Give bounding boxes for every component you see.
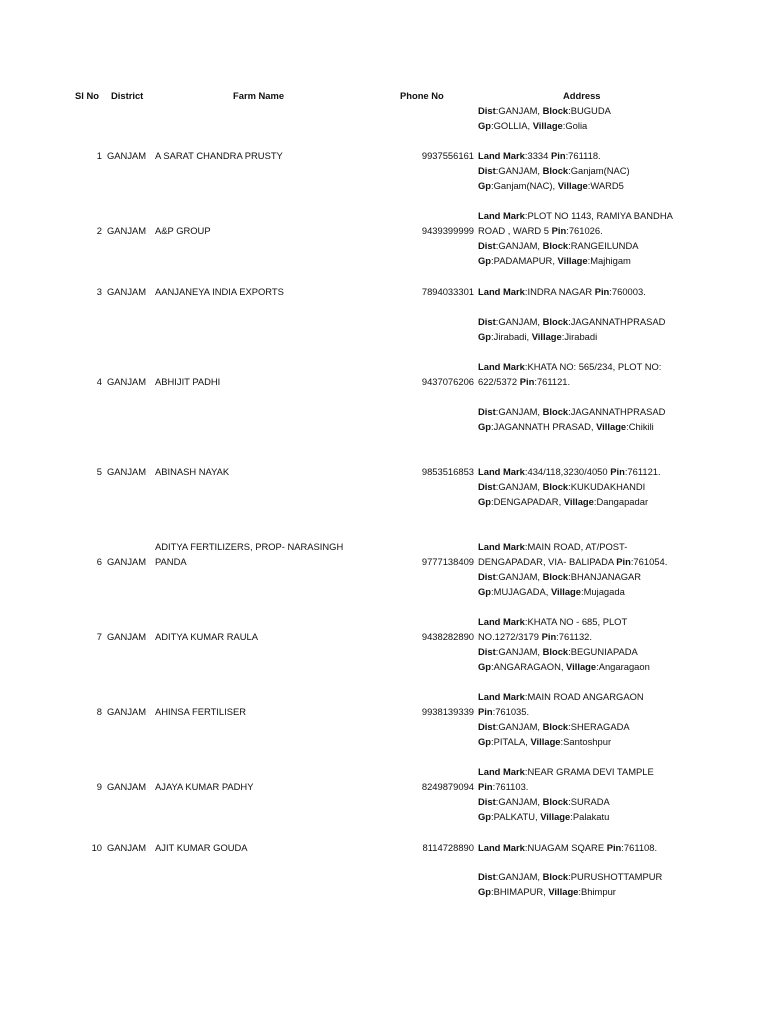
- block-value: :RANGEILUNDA: [568, 240, 639, 251]
- farm-name-cell: AJAYA KUMAR PADHY: [155, 781, 254, 792]
- header-district: District: [111, 90, 144, 101]
- dist-label: Dist: [478, 406, 496, 417]
- dist-label: Dist: [478, 240, 496, 251]
- village-label: Village: [530, 736, 561, 747]
- gp-label: Gp: [478, 496, 492, 507]
- dist-label: Dist: [478, 571, 496, 582]
- address-gp-line: [478, 253, 631, 268]
- gp-value: :MUJAGADA,: [491, 586, 551, 597]
- land-mark-label: Land Mark: [478, 361, 525, 372]
- block-label: Block: [542, 646, 569, 657]
- address-dist-line: [478, 869, 662, 884]
- block-label: Block: [542, 796, 569, 807]
- sl-no-cell: 1: [96, 150, 102, 161]
- district-cell: GANJAM: [107, 706, 147, 717]
- village-value: :Santoshpur: [560, 736, 612, 747]
- farm-name-cell: AHINSA FERTILISER: [155, 706, 246, 717]
- block-label: Block: [542, 240, 569, 251]
- gp-value: :PALKATU,: [491, 811, 541, 822]
- dist-value: :GANJAM,: [495, 105, 543, 116]
- block-value: :SHERAGADA: [568, 721, 630, 732]
- block-label: Block: [542, 406, 569, 417]
- sl-no-cell: 7: [96, 631, 102, 642]
- sl-no-cell: 9: [96, 781, 102, 792]
- farm-name-cell: ADITYA FERTILIZERS, PROP- NARASINGH: [155, 541, 344, 552]
- address-dist-line: [478, 404, 665, 419]
- block-value: :PURUSHOTTAMPUR: [568, 871, 663, 882]
- village-value: :Palakatu: [570, 811, 610, 822]
- address-gp-line: [478, 659, 650, 674]
- sl-no-cell: 4: [96, 376, 102, 387]
- dist-label: Dist: [478, 105, 496, 116]
- farm-name-cell: A SARAT CHANDRA PRUSTY: [155, 150, 283, 161]
- phone-cell: 9853516853: [421, 466, 474, 477]
- district-cell: GANJAM: [107, 150, 147, 161]
- dist-label: Dist: [478, 481, 496, 492]
- village-label: Village: [548, 886, 579, 897]
- phone-cell: 8114728890: [422, 842, 474, 853]
- address-gp-line: [478, 584, 625, 599]
- address-dist-line: [478, 163, 630, 178]
- block-value: :SURADA: [568, 796, 610, 807]
- pin-label: Pin: [551, 225, 567, 236]
- pin-value: :761121.: [624, 466, 661, 477]
- address-gp-line: [478, 178, 624, 193]
- header-sl-no: Sl No: [75, 90, 99, 101]
- gp-value: :DENGAPADAR,: [491, 496, 564, 507]
- gp-label: Gp: [478, 886, 492, 897]
- village-label: Village: [557, 180, 588, 191]
- land-mark-value: NO.1272/3179: [478, 631, 542, 642]
- farm-name-cell: AJIT KUMAR GOUDA: [155, 842, 248, 853]
- pin-label: Pin: [606, 842, 622, 853]
- land-mark-value: :MAIN ROAD, AT/POST-: [524, 541, 628, 552]
- phone-cell: 9938139339: [421, 706, 474, 717]
- gp-value: :GOLLIA,: [491, 120, 533, 131]
- address-landmark-line: [478, 704, 529, 719]
- pin-label: Pin: [478, 706, 493, 717]
- pin-value: :761132.: [556, 631, 592, 642]
- village-label: Village: [532, 120, 563, 131]
- land-mark-value: :KHATA NO: 565/234, PLOT NO:: [524, 361, 662, 372]
- pin-label: Pin: [594, 286, 610, 297]
- land-mark-label: Land Mark: [478, 766, 525, 777]
- header-farm-name: Farm Name: [233, 90, 285, 101]
- dist-label: Dist: [478, 796, 496, 807]
- header-phone-no: Phone No: [400, 90, 444, 101]
- address-landmark-line: [478, 629, 592, 644]
- block-value: :KUKUDAKHANDI: [568, 481, 646, 492]
- pin-label: Pin: [478, 781, 493, 792]
- block-value: :JAGANNATHPRASAD: [568, 406, 666, 417]
- village-label: Village: [563, 496, 594, 507]
- gp-label: Gp: [478, 120, 492, 131]
- address-landmark-line: [478, 689, 644, 704]
- village-value: :Golia: [562, 120, 588, 131]
- land-mark-label: Land Mark: [478, 466, 525, 477]
- district-cell: GANJAM: [107, 286, 147, 297]
- village-label: Village: [550, 586, 581, 597]
- pin-value: :761026.: [566, 225, 603, 236]
- land-mark-label: Land Mark: [478, 691, 525, 702]
- village-label: Village: [566, 661, 597, 672]
- address-landmark-line: [478, 223, 603, 238]
- phone-cell: 9937556161: [421, 150, 474, 161]
- land-mark-value: :KHATA NO - 685, PLOT: [524, 616, 628, 627]
- address-gp-line: [478, 419, 654, 434]
- sl-no-cell: 10: [91, 842, 102, 853]
- address-landmark-line: [478, 764, 654, 779]
- pin-value: :761035.: [492, 706, 530, 717]
- sl-no-cell: 5: [96, 466, 102, 477]
- address-dist-line: [478, 794, 610, 809]
- address-landmark-line: [478, 464, 661, 479]
- phone-cell: 8249879094: [421, 781, 474, 792]
- land-mark-label: Land Mark: [478, 286, 525, 297]
- address-landmark-line: [478, 539, 627, 554]
- dist-label: Dist: [478, 721, 496, 732]
- land-mark-value: ROAD , WARD 5: [478, 225, 552, 236]
- land-mark-value: :NUAGAM SQARE: [524, 842, 607, 853]
- land-mark-value: :3334: [524, 150, 551, 161]
- gp-label: Gp: [478, 736, 492, 747]
- address-landmark-line: [478, 284, 646, 299]
- farm-name-cell: ABINASH NAYAK: [155, 466, 230, 477]
- gp-value: :Jirabadi,: [491, 331, 532, 342]
- block-value: :BHANJANAGAR: [568, 571, 642, 582]
- land-mark-label: Land Mark: [478, 150, 525, 161]
- gp-label: Gp: [478, 811, 492, 822]
- village-value: :WARD5: [587, 180, 624, 191]
- block-value: :JAGANNATHPRASAD: [568, 316, 666, 327]
- village-value: :Angaragaon: [596, 661, 650, 672]
- carryover-gp-line: [478, 118, 587, 133]
- address-dist-line: [478, 644, 638, 659]
- gp-label: Gp: [478, 586, 492, 597]
- address-dist-line: [478, 569, 641, 584]
- land-mark-label: Land Mark: [478, 210, 525, 221]
- gp-value: :PADAMAPUR,: [491, 255, 558, 266]
- dist-value: :GANJAM,: [495, 871, 543, 882]
- dist-value: :GANJAM,: [495, 571, 543, 582]
- land-mark-value: DENGAPADAR, VIA- BALIPADA: [478, 556, 617, 567]
- phone-cell: 9439399999: [421, 225, 474, 236]
- land-mark-label: Land Mark: [478, 541, 525, 552]
- farm-name-cell: ADITYA KUMAR RAULA: [155, 631, 258, 642]
- sl-no-cell: 2: [96, 225, 102, 236]
- district-cell: GANJAM: [107, 556, 147, 567]
- farm-name-cell: A&P GROUP: [155, 225, 211, 236]
- sl-no-cell: 6: [96, 556, 102, 567]
- land-mark-value: :INDRA NAGAR: [524, 286, 595, 297]
- dist-value: :GANJAM,: [495, 406, 543, 417]
- address-dist-line: [478, 719, 630, 734]
- farm-name-cell: ABHIJIT PADHI: [155, 376, 221, 387]
- block-value: :BUGUDA: [568, 105, 611, 116]
- gp-label: Gp: [478, 421, 492, 432]
- land-mark-value: :MAIN ROAD ANGARGAON: [524, 691, 644, 702]
- pin-label: Pin: [610, 466, 625, 477]
- village-label: Village: [531, 331, 562, 342]
- farm-name-cell: PANDA: [155, 556, 187, 567]
- dist-value: :GANJAM,: [495, 721, 543, 732]
- land-mark-value: 622/5372: [478, 376, 520, 387]
- land-mark-value: :NEAR GRAMA DEVI TAMPLE: [524, 766, 654, 777]
- dist-value: :GANJAM,: [495, 240, 543, 251]
- pin-value: :761118.: [565, 150, 601, 161]
- gp-value: :ANGARAGAON,: [491, 661, 567, 672]
- address-dist-line: [478, 479, 645, 494]
- village-value: :Chikili: [626, 421, 654, 432]
- phone-cell: 7894033301: [421, 286, 474, 297]
- village-value: :Dangapadar: [593, 496, 649, 507]
- phone-cell: 9777138409: [421, 556, 474, 567]
- district-cell: GANJAM: [107, 631, 147, 642]
- block-value: :Ganjam(NAC): [568, 165, 630, 176]
- pin-label: Pin: [550, 150, 566, 161]
- block-label: Block: [542, 571, 569, 582]
- gp-value: :PITALA,: [491, 736, 531, 747]
- address-landmark-line: [478, 779, 528, 794]
- village-label: Village: [557, 255, 588, 266]
- village-label: Village: [596, 421, 627, 432]
- village-label: Village: [540, 811, 571, 822]
- dist-label: Dist: [478, 165, 496, 176]
- sl-no-cell: 8: [96, 706, 102, 717]
- sl-no-cell: 3: [96, 286, 102, 297]
- pin-value: :761054.: [630, 556, 668, 567]
- dist-value: :GANJAM,: [495, 646, 543, 657]
- address-gp-line: [478, 494, 648, 509]
- address-dist-line: [478, 314, 665, 329]
- pin-value: :761121.: [534, 376, 571, 387]
- pin-value: :761108.: [621, 842, 658, 853]
- carryover-dist-line: [478, 103, 611, 118]
- address-landmark-line: [478, 614, 627, 629]
- district-cell: GANJAM: [107, 376, 147, 387]
- district-cell: GANJAM: [107, 842, 147, 853]
- village-value: :Bhimpur: [578, 886, 616, 897]
- address-landmark-line: [478, 359, 661, 374]
- pin-value: :760003.: [609, 286, 646, 297]
- block-label: Block: [542, 871, 569, 882]
- address-gp-line: [478, 809, 609, 824]
- village-value: :Mujagada: [581, 586, 625, 597]
- dist-label: Dist: [478, 646, 496, 657]
- block-label: Block: [542, 165, 569, 176]
- gp-label: Gp: [478, 331, 492, 342]
- farm-name-cell: AANJANEYA INDIA EXPORTS: [155, 286, 284, 297]
- dist-value: :GANJAM,: [495, 481, 543, 492]
- phone-cell: 9437076206: [421, 376, 474, 387]
- gp-value: :BHIMAPUR,: [491, 886, 549, 897]
- address-landmark-line: [478, 374, 570, 389]
- block-label: Block: [542, 721, 569, 732]
- address-landmark-line: [478, 208, 673, 223]
- block-label: Block: [542, 316, 569, 327]
- land-mark-label: Land Mark: [478, 842, 525, 853]
- address-landmark-line: [478, 554, 667, 569]
- district-cell: GANJAM: [107, 781, 147, 792]
- district-cell: GANJAM: [107, 225, 147, 236]
- district-cell: GANJAM: [107, 466, 147, 477]
- dist-label: Dist: [478, 871, 496, 882]
- gp-value: :JAGANNATH PRASAD,: [491, 421, 597, 432]
- address-landmark-line: [478, 148, 601, 163]
- address-gp-line: [478, 884, 616, 899]
- land-mark-value: :PLOT NO 1143, RAMIYA BANDHA: [524, 210, 673, 221]
- gp-label: Gp: [478, 180, 492, 191]
- pin-label: Pin: [519, 376, 535, 387]
- gp-value: :Ganjam(NAC),: [491, 180, 558, 191]
- dist-label: Dist: [478, 316, 496, 327]
- pin-label: Pin: [541, 631, 557, 642]
- block-label: Block: [542, 481, 569, 492]
- land-mark-label: Land Mark: [478, 616, 525, 627]
- dist-value: :GANJAM,: [495, 165, 543, 176]
- address-dist-line: [478, 238, 638, 253]
- village-value: :Jirabadi: [561, 331, 598, 342]
- address-landmark-line: [478, 840, 657, 855]
- address-gp-line: [478, 329, 597, 344]
- village-value: :Majhigam: [587, 255, 631, 266]
- address-gp-line: [478, 734, 611, 749]
- block-label: Block: [542, 105, 569, 116]
- pin-label: Pin: [616, 556, 631, 567]
- gp-label: Gp: [478, 661, 492, 672]
- pin-value: :761103.: [492, 781, 529, 792]
- block-value: :BEGUNIAPADA: [568, 646, 638, 657]
- land-mark-value: :434/118,3230/4050: [524, 466, 611, 477]
- header-address: Address: [563, 90, 601, 101]
- phone-cell: 9438282890: [421, 631, 474, 642]
- gp-label: Gp: [478, 255, 492, 266]
- dist-value: :GANJAM,: [495, 316, 543, 327]
- dist-value: :GANJAM,: [495, 796, 543, 807]
